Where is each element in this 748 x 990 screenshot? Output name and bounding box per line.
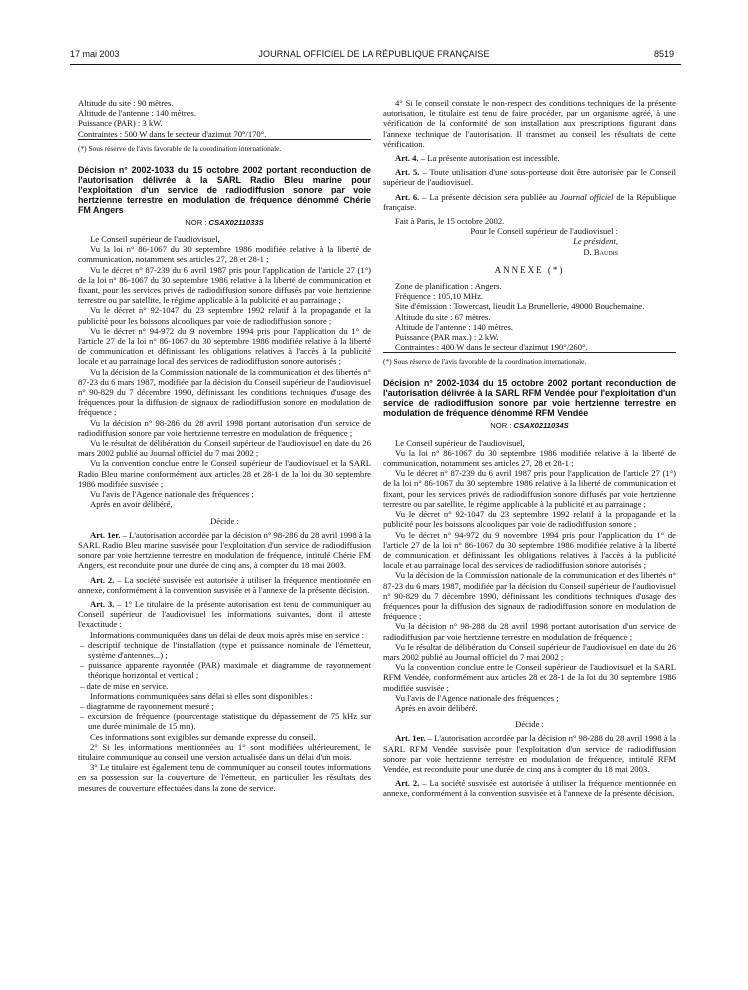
annex-line: Zone de planification : Angers. xyxy=(395,281,502,292)
visa: Vu le décret n° 92-1047 du 23 septembre 1992 relatif à la propagande et la publicité pour les boissons alcooliques par voie de radiodiffusion sonore ; xyxy=(383,509,676,530)
article-2 xyxy=(383,778,676,798)
footnote: (*) Sous réserve de l'avis favorable de la coordination internationale. xyxy=(383,352,676,366)
nor-reference xyxy=(383,421,676,431)
nor-label: NOR : xyxy=(490,421,512,431)
article-text: – L'autorisation accordée par la décision n° 98-286 du 28 avril 1998 à la SARL Radio Bleu marine susvisée pour l'exploitation d'un service de radiodiffusion sonore par voie hertzienne terrestre en modulation de fréquence, intitulé Chérie FM Angers, est reconduite pour une durée de cinq ans, à compter du 18 mai 2003. xyxy=(78,529,371,571)
annex-line: Puissance (PAR max.) : 2 kW. xyxy=(395,332,499,343)
article-label: Art. 3. xyxy=(90,598,115,609)
signature-role: Le président, xyxy=(573,236,618,247)
article-4 xyxy=(383,153,676,163)
article-label: Art. 4. xyxy=(395,153,419,164)
visa: Vu la décision n° 98-286 du 28 avril 1998 portant autorisation d'un service de radiodiffusion sonore par voie hertzienne terrestre en modulation de fréquence ; xyxy=(78,417,371,438)
tech-line: Puissance (PAR) : 3 kW. xyxy=(78,118,163,129)
paragraph: 2° Si les informations mentionnées au 1° sont modifiées ultérieurement, le titulaire communique au conseil une version actualisée dans un délai d'un mois. xyxy=(78,741,371,762)
issue-date: 17 mai 2003 xyxy=(70,49,120,59)
signature-name: D. Baudis xyxy=(583,246,618,257)
nor-reference xyxy=(78,218,371,228)
journal-title: JOURNAL OFFICIEL DE LA RÉPUBLIQUE FRANÇAISE xyxy=(258,49,490,59)
nor-label: NOR : xyxy=(185,217,207,227)
right-column xyxy=(383,98,676,799)
visa: Vu la loi n° 86-1067 du 30 septembre 1986 modifiée relative à la liberté de communication, notamment ses articles 27, 28 et 28-1 ; xyxy=(78,244,371,265)
annex-line: Altitude de l'antenne : 140 mètres. xyxy=(395,321,514,332)
info-heading: Informations communiquées sans délai si elles sont disponibles : xyxy=(90,690,313,701)
visa: Vu la décision n° 98-288 du 28 avril 1998 portant autorisation d'un service de radiodiffusion par voie hertzienne terrestre en modulation de fréquence ; xyxy=(383,621,676,642)
visa: Après en avoir délibéré, xyxy=(90,499,173,510)
done-at: Fait à Paris, le 15 octobre 2002. xyxy=(395,216,505,227)
decide-heading: Décide : xyxy=(210,515,239,526)
visa: Vu la convention conclue entre le Conseil supérieur de l'audiovisuel et la SARL Radio Bleu marine conformément aux articles 28 et 28-1 de la loi du 30 septembre 1986 modifiée susvisée ; xyxy=(78,458,371,489)
article-label: Art. 5. xyxy=(395,167,420,178)
article-label: Art. 2. xyxy=(90,574,115,585)
list-item: – excursion de fréquence (pourcentage statistique du dépassement de 75 kHz sur une durée minimale de 15 mn). xyxy=(80,711,371,732)
annex-line: Contraintes : 400 W dans le secteur d'azimut 190°/260°. xyxy=(395,342,588,353)
annex-line: Altitude du site : 67 mètres. xyxy=(395,311,491,322)
decision-title: Décision n° 2002-1034 du 15 octobre 2002 portant reconduction de l'autorisation délivrée à la SARL RFM Vendée pour l'exploitation d'un service de radiodiffusion sonore par voie hertzienne terrestre en modulation de fréquence dénommé RFM Vendée xyxy=(383,378,676,419)
visa: Vu l'avis de l'Agence nationale des fréquences ; xyxy=(395,692,559,703)
nor-code: CSAX0211034S xyxy=(513,421,569,431)
article-text: – La société susvisée est autorisée à utiliser la fréquence mentionnée en annexe, conformément à la convention susvisée et à l'annexe de la présente décision. xyxy=(383,778,677,799)
visa: Vu la convention conclue entre le Conseil supérieur de l'audiovisuel et la SARL RFM Vendée, conformément aux articles 28 et 28-1 de la loi du 30 septembre 1986 modifiée susvisée ; xyxy=(383,662,676,693)
article-3 xyxy=(78,599,371,630)
annex-line: Site d'émission : Towercast, lieudit La Brunellerie, 49000 Bouchemaine. xyxy=(395,301,645,312)
info-list xyxy=(78,640,371,691)
nor-code: CSAX0211033S xyxy=(208,217,264,227)
header-rule xyxy=(70,64,681,65)
article-label: Art. 2. xyxy=(395,778,420,789)
signature-line: Pour le Conseil supérieur de l'audiovisuel : xyxy=(470,226,618,237)
article-text: – La présente autorisation est incessible. xyxy=(418,153,560,164)
visa: Vu le décret n° 87-239 du 6 avril 1987 pris pour l'application de l'article 27 (1°) de la loi n° 86-1067 du 30 septembre 1986 relative à la liberté de communication et fixant, pour les services privés de radiodiffusion sonore diffusés par voie hertzienne terrestre ou par satellite, le régime applicable à la publicité et au parrainage ; xyxy=(78,264,371,306)
page-number: 8519 xyxy=(654,49,675,59)
visa: Vu le décret n° 87-239 du 6 avril 1987 pris pour l'application de l'article 27 (1°) de la loi n° 86-1067 du 30 septembre 1986 relative à la liberté de communication et fixant, pour les services privés de radiodiffusion sonore diffusés par voie hertzienne terrestre ou par satellite, le régime applicable à la publicité et au parrainage ; xyxy=(383,468,676,509)
info-list xyxy=(78,701,371,732)
visa: Vu le décret n° 92-1047 du 23 septembre 1992 relatif à la propagande et la publicité pour les boissons alcooliques par voie de radiodiffusion sonore ; xyxy=(78,305,371,326)
article-2 xyxy=(78,575,371,595)
visa: Vu le résultat de délibération du Conseil supérieur de l'audiovisuel en date du 26 mars 2002 publié au Journal officiel du 7 mai 2002 ; xyxy=(78,438,371,459)
visa: Vu le décret n° 94-972 du 9 novembre 1994 pris pour l'application du 1° de l'article 27 de la loi n° 86-1067 du 30 septembre 1986 modifiée relative à la liberté de communication et définissant les obligations relatives à l'accès à la publicité locale et au parrainage local des services de radiodiffusion sonore autorisés ; xyxy=(78,325,371,367)
decision-title: Décision n° 2002-1033 du 15 octobre 2002 portant reconduction de l'autorisation délivrée à la SARL Radio Bleu marine pour l'exploitation d'un service de radiodiffusion sonore par voie hertzienne terrestre en modulation de fréquence dénommé Chérie FM Angers xyxy=(78,164,371,215)
article-label: Art. 6. xyxy=(395,191,420,202)
visa: Vu la décision de la Commission nationale de la communication et des libertés n° 87-23 du 6 mars 1987, modifiée par la décision du Conseil supérieur de l'audiovisuel n° 90-829 du 7 décembre 1990, définissant les conditions techniques d'usage des fréquences pour la diffusion de signaux de radiodiffusion sonore en modulation de fréquence ; xyxy=(78,366,371,418)
list-item: – diagramme de rayonnement mesuré ; xyxy=(80,700,214,711)
left-column xyxy=(78,98,371,793)
paragraph: 4° Si le conseil constate le non-respect des conditions techniques de la présente autorisation, le titulaire est tenu de faire procéder, par un organisme agréé, à une vérification de la conformité de son installation aux prescriptions figurant dans l'annexe technique de l'autorisation. Il transmet au conseil les résultats de cette vérification. xyxy=(383,98,676,149)
annex-line: Fréquence : 105,10 MHz. xyxy=(395,291,484,302)
list-item: – date de mise en service. xyxy=(80,680,169,691)
intro: Le Conseil supérieur de l'audiovisuel, xyxy=(90,234,220,245)
article-text: – 1° Le titulaire de la présente autorisation est tenu de communiquer au Conseil supérieur de l'audiovisuel les informations suivantes, dont il atteste l'exactitude : xyxy=(78,598,372,630)
decide-heading: Décide : xyxy=(515,719,544,730)
visa: Vu l'avis de l'Agence nationale des fréquences ; xyxy=(90,489,254,500)
article-label: Art. 1er. xyxy=(395,733,426,744)
visa: Vu le décret n° 94-972 du 9 novembre 1994 pris pour l'application du 1° de l'article 27 de la loi n° 86-1067 du 30 septembre 1986 modifiée relative à la liberté de communication et définissant les obligations relatives à l'accès à la publicité locale et au parrainage local des services de radiodiffusion sonore autorisés ; xyxy=(383,529,676,571)
paragraph: 3° Le titulaire est également tenu de communiquer au conseil toutes informations en sa possession sur la couverture de l'émetteur, en particulier les résultats des mesures de couverture effectuées dans la zone de service. xyxy=(78,762,371,793)
visa: Après en avoir délibéré. xyxy=(395,702,478,713)
article-label: Art. 1er. xyxy=(90,529,121,540)
footnote: (*) Sous réserve de l'avis favorable de la coordination internationale. xyxy=(78,139,371,153)
article-6 xyxy=(383,192,676,212)
article-text: – L'autorisation accordée par la décision n° 98-288 du 28 avril 1998 à la SARL RFM Vendée susvisée pour l'exploitation d'un service de radiodiffusion sonore par voie hertzienne terrestre en modulation de fréquence, intitulé RFM Vendée, est reconduite pour une durée de cinq ans à compter du 18 mai 2003. xyxy=(383,733,676,774)
page-header xyxy=(0,49,748,63)
paragraph: Ces informations sont exigibles sur demande expresse du conseil. xyxy=(90,731,316,742)
article-1 xyxy=(383,733,676,774)
article-text: – Toute utilisation d'une sous-porteuse doit être autorisée par le Conseil supérieur de l'audiovisuel. xyxy=(383,167,676,188)
info-heading: Informations communiquées dans un délai de deux mois après mise en service : xyxy=(90,629,364,640)
list-item: – puissance apparente rayonnée (PAR) maximale et diagramme de rayonnement théorique horizontal et vertical ; xyxy=(80,660,371,681)
article-text: – La société susvisée est autorisée à utiliser la fréquence mentionnée en annexe, conformément à la convention susvisée et à l'annexe de la présente décision. xyxy=(78,574,372,595)
tech-line: Altitude du site : 90 mètres. xyxy=(78,98,174,108)
visa: Vu la décision de la Commission nationale de la communication et des libertés n° 87-23 du 6 mars 1987, modifiée par la décision du Conseil supérieur de l'audiovisuel n° 90-829 du 7 décembre 1990, définissant les conditions techniques d'usage des fréquences pour la diffusion des signaux de radiodiffusion sonore en modulation de fréquence ; xyxy=(383,570,676,622)
intro: Le Conseil supérieur de l'audiovisuel, xyxy=(395,437,525,448)
tech-line: Contraintes : 500 W dans le secteur d'azimut 70°/170°. xyxy=(78,128,267,139)
list-item: – descriptif technique de l'installation (type et puissance nominale de l'émetteur, système d'antennes...) ; xyxy=(80,639,371,660)
article-text: de la République française. xyxy=(383,191,676,212)
visa: Vu le résultat de délibération du Conseil supérieur de l'audiovisuel en date du 26 mars 2002 publié au Journal officiel du 7 mai 2002 ; xyxy=(383,641,676,662)
article-5 xyxy=(383,167,676,187)
tech-line: Altitude de l'antenne : 140 mètres. xyxy=(78,108,197,119)
article-text: – La présente décision sera publiée au xyxy=(419,191,561,202)
annex-heading: ANNEXE (*) xyxy=(494,264,565,275)
journal-name: Journal officiel xyxy=(560,191,614,202)
article-1 xyxy=(78,530,371,571)
visa: Vu la loi n° 86-1067 du 30 septembre 1986 modifiée relative à la liberté de communication, notamment ses articles 27, 28 et 28-1 ; xyxy=(383,447,676,469)
